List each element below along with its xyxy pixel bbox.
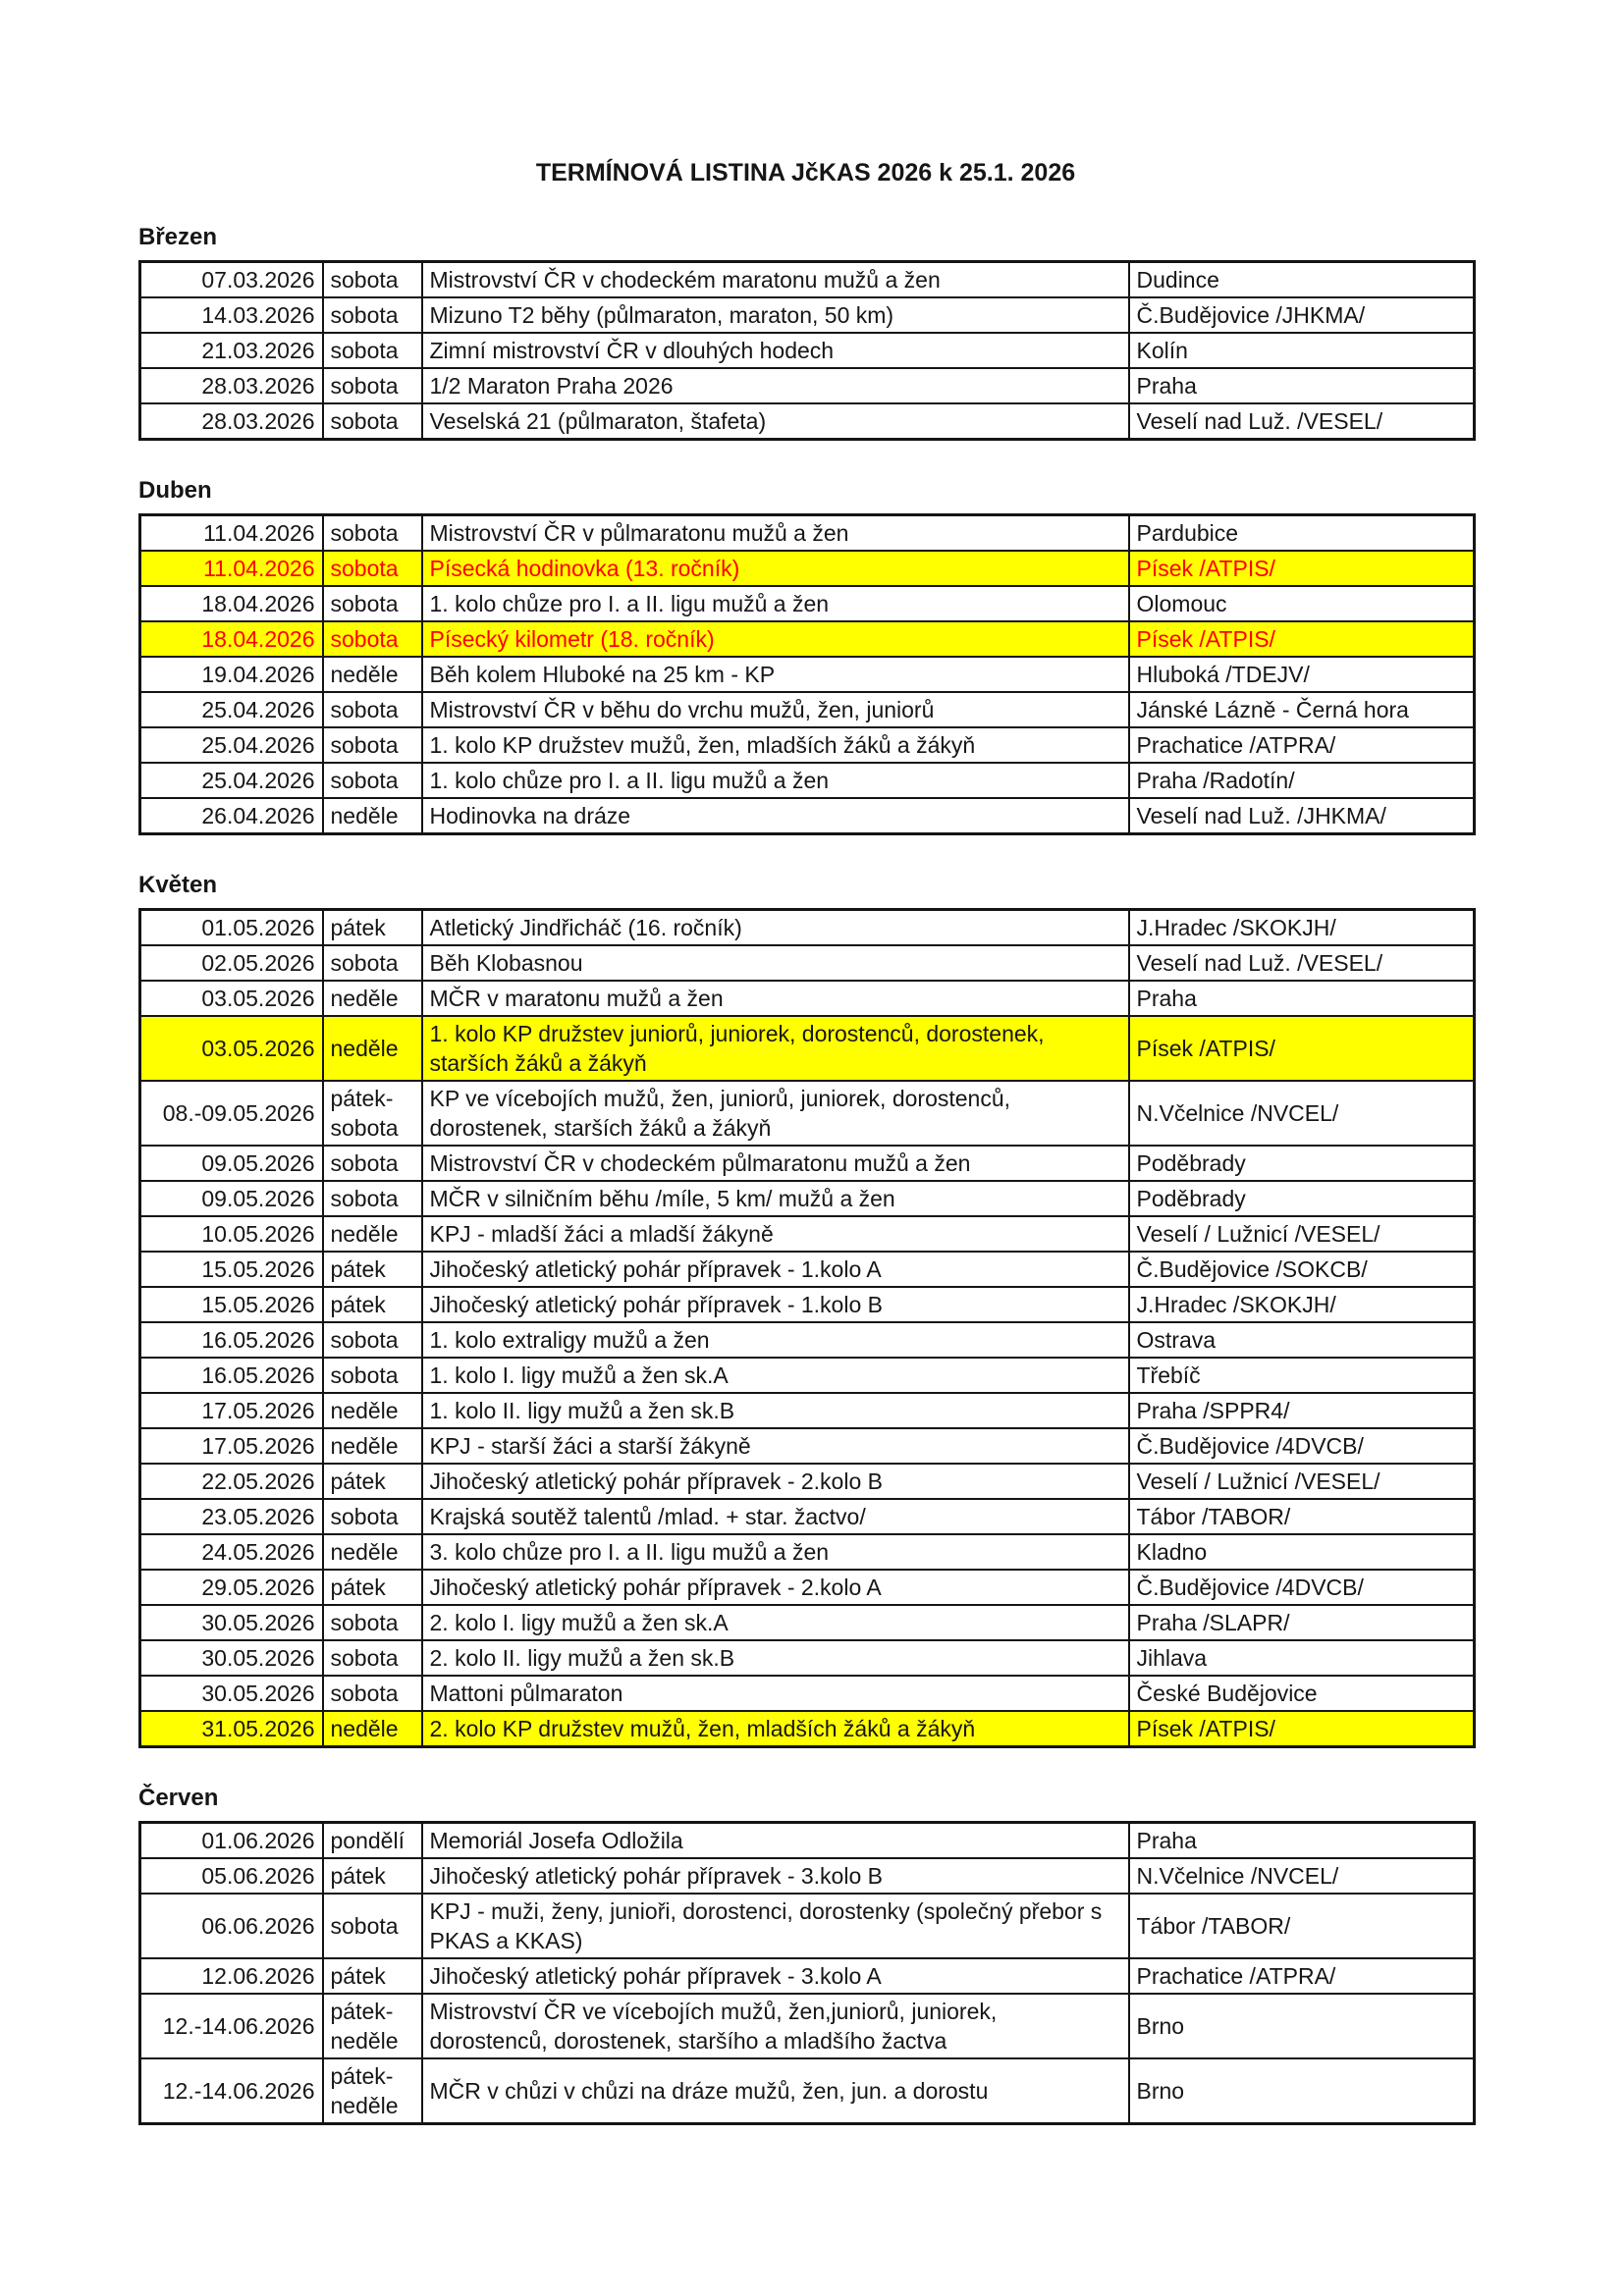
venue-cell: České Budějovice bbox=[1129, 1676, 1475, 1711]
event-cell: Mistrovství ČR ve vícebojích mužů, žen,juniorů, juniorek, dorostenců, dorostenek, staršího a mladšího žactva bbox=[422, 1994, 1129, 2058]
table-row bbox=[140, 1823, 1475, 1859]
month-section bbox=[138, 871, 1473, 1748]
table-row bbox=[140, 621, 1475, 657]
day-cell: neděle bbox=[323, 1534, 422, 1570]
day-cell: neděle bbox=[323, 981, 422, 1016]
schedule-table bbox=[138, 908, 1476, 1748]
date-cell: 10.05.2026 bbox=[140, 1216, 323, 1252]
day-cell: sobota bbox=[323, 621, 422, 657]
venue-cell: Dudince bbox=[1129, 262, 1475, 298]
table-row bbox=[140, 262, 1475, 298]
venue-cell: Č.Budějovice /JHKMA/ bbox=[1129, 297, 1475, 333]
event-cell: Mattoni půlmaraton bbox=[422, 1676, 1129, 1711]
day-cell: neděle bbox=[323, 1216, 422, 1252]
date-cell: 14.03.2026 bbox=[140, 297, 323, 333]
venue-cell: Praha bbox=[1129, 368, 1475, 403]
venue-cell: Č.Budějovice /4DVCB/ bbox=[1129, 1428, 1475, 1464]
schedule-body bbox=[140, 1823, 1475, 2124]
schedule-body bbox=[140, 910, 1475, 1747]
date-cell: 09.05.2026 bbox=[140, 1181, 323, 1216]
day-cell: neděle bbox=[323, 657, 422, 692]
date-cell: 15.05.2026 bbox=[140, 1287, 323, 1322]
day-cell: pátek bbox=[323, 1570, 422, 1605]
venue-cell: Brno bbox=[1129, 2058, 1475, 2124]
date-cell: 12.-14.06.2026 bbox=[140, 1994, 323, 2058]
date-cell: 31.05.2026 bbox=[140, 1711, 323, 1747]
date-cell: 28.03.2026 bbox=[140, 403, 323, 440]
table-row bbox=[140, 1252, 1475, 1287]
event-cell: KPJ - muži, ženy, junioři, dorostenci, dorostenky (společný přebor s PKAS a KKAS) bbox=[422, 1894, 1129, 1958]
date-cell: 19.04.2026 bbox=[140, 657, 323, 692]
event-cell: Mizuno T2 běhy (půlmaraton, maraton, 50 km) bbox=[422, 297, 1129, 333]
schedule-table bbox=[138, 513, 1476, 835]
venue-cell: Č.Budějovice /SOKCB/ bbox=[1129, 1252, 1475, 1287]
day-cell: neděle bbox=[323, 1428, 422, 1464]
table-row bbox=[140, 1016, 1475, 1081]
date-cell: 01.05.2026 bbox=[140, 910, 323, 946]
document-title: TERMÍNOVÁ LISTINA JčKAS 2026 k 25.1. 2026 bbox=[535, 159, 1076, 187]
date-cell: 05.06.2026 bbox=[140, 1858, 323, 1894]
event-cell: Krajská soutěž talentů /mlad. + star. žactvo/ bbox=[422, 1499, 1129, 1534]
event-cell: Atletický Jindřicháč (16. ročník) bbox=[422, 910, 1129, 946]
date-cell: 11.04.2026 bbox=[140, 515, 323, 552]
table-row bbox=[140, 981, 1475, 1016]
event-cell: 2. kolo KP družstev mužů, žen, mladších žáků a žákyň bbox=[422, 1711, 1129, 1747]
day-cell: neděle bbox=[323, 1393, 422, 1428]
month-heading: Březen bbox=[138, 224, 218, 250]
venue-cell: Ostrava bbox=[1129, 1322, 1475, 1358]
venue-cell: Kladno bbox=[1129, 1534, 1475, 1570]
date-cell: 07.03.2026 bbox=[140, 262, 323, 298]
table-row bbox=[140, 2058, 1475, 2124]
venue-cell: Veselí nad Luž. /VESEL/ bbox=[1129, 945, 1475, 981]
venue-cell: Písek /ATPIS/ bbox=[1129, 551, 1475, 586]
table-row bbox=[140, 1181, 1475, 1216]
event-cell: 2. kolo I. ligy mužů a žen sk.A bbox=[422, 1605, 1129, 1640]
table-row bbox=[140, 1958, 1475, 1994]
table-row bbox=[140, 798, 1475, 834]
event-cell: 1/2 Maraton Praha 2026 bbox=[422, 368, 1129, 403]
event-cell: Veselská 21 (půlmaraton, štafeta) bbox=[422, 403, 1129, 440]
month-section bbox=[138, 223, 1473, 441]
event-cell: 1. kolo KP družstev juniorů, juniorek, dorostenců, dorostenek, starších žáků a žákyň bbox=[422, 1016, 1129, 1081]
content-area bbox=[138, 135, 1473, 2125]
table-row bbox=[140, 1534, 1475, 1570]
table-row bbox=[140, 333, 1475, 368]
date-cell: 26.04.2026 bbox=[140, 798, 323, 834]
month-heading: Duben bbox=[138, 477, 212, 504]
event-cell: Mistrovství ČR v běhu do vrchu mužů, žen, juniorů bbox=[422, 692, 1129, 727]
venue-cell: N.Včelnice /NVCEL/ bbox=[1129, 1858, 1475, 1894]
date-cell: 22.05.2026 bbox=[140, 1464, 323, 1499]
day-cell: sobota bbox=[323, 1358, 422, 1393]
event-cell: Mistrovství ČR v chodeckém maratonu mužů a žen bbox=[422, 262, 1129, 298]
sections-container bbox=[138, 223, 1473, 2125]
table-row bbox=[140, 1605, 1475, 1640]
event-cell: 1. kolo KP družstev mužů, žen, mladších žáků a žákyň bbox=[422, 727, 1129, 763]
date-cell: 25.04.2026 bbox=[140, 692, 323, 727]
date-cell: 29.05.2026 bbox=[140, 1570, 323, 1605]
day-cell: sobota bbox=[323, 727, 422, 763]
table-row bbox=[140, 692, 1475, 727]
table-row bbox=[140, 368, 1475, 403]
date-cell: 03.05.2026 bbox=[140, 1016, 323, 1081]
venue-cell: Veselí nad Luž. /VESEL/ bbox=[1129, 403, 1475, 440]
table-row bbox=[140, 1358, 1475, 1393]
event-cell: Jihočeský atletický pohár přípravek - 1.kolo A bbox=[422, 1252, 1129, 1287]
event-cell: KPJ - starší žáci a starší žákyně bbox=[422, 1428, 1129, 1464]
table-row bbox=[140, 515, 1475, 552]
table-row bbox=[140, 1216, 1475, 1252]
day-cell: sobota bbox=[323, 1676, 422, 1711]
date-cell: 15.05.2026 bbox=[140, 1252, 323, 1287]
venue-cell: Brno bbox=[1129, 1994, 1475, 2058]
table-row bbox=[140, 1640, 1475, 1676]
day-cell: pátek bbox=[323, 1858, 422, 1894]
table-row bbox=[140, 1711, 1475, 1747]
venue-cell: Praha bbox=[1129, 1823, 1475, 1859]
date-cell: 30.05.2026 bbox=[140, 1676, 323, 1711]
schedule-table bbox=[138, 260, 1476, 441]
day-cell: sobota bbox=[323, 1499, 422, 1534]
date-cell: 25.04.2026 bbox=[140, 727, 323, 763]
event-cell: 3. kolo chůze pro I. a II. ligu mužů a žen bbox=[422, 1534, 1129, 1570]
event-cell: MČR v maratonu mužů a žen bbox=[422, 981, 1129, 1016]
date-cell: 21.03.2026 bbox=[140, 333, 323, 368]
venue-cell: Praha bbox=[1129, 981, 1475, 1016]
day-cell: sobota bbox=[323, 1605, 422, 1640]
month-heading: Červen bbox=[138, 1785, 219, 1811]
venue-cell: Prachatice /ATPRA/ bbox=[1129, 1958, 1475, 1994]
event-cell: MČR v silničním běhu /míle, 5 km/ mužů a žen bbox=[422, 1181, 1129, 1216]
date-cell: 12.-14.06.2026 bbox=[140, 2058, 323, 2124]
venue-cell: J.Hradec /SKOKJH/ bbox=[1129, 1287, 1475, 1322]
schedule-body bbox=[140, 262, 1475, 440]
venue-cell: Jánské Lázně - Černá hora bbox=[1129, 692, 1475, 727]
event-cell: 1. kolo extraligy mužů a žen bbox=[422, 1322, 1129, 1358]
event-cell: Písecká hodinovka (13. ročník) bbox=[422, 551, 1129, 586]
event-cell: Mistrovství ČR v půlmaratonu mužů a žen bbox=[422, 515, 1129, 552]
event-cell: Jihočeský atletický pohár přípravek - 3.kolo B bbox=[422, 1858, 1129, 1894]
table-row bbox=[140, 1570, 1475, 1605]
venue-cell: Praha /Radotín/ bbox=[1129, 763, 1475, 798]
event-cell: Hodinovka na dráze bbox=[422, 798, 1129, 834]
venue-cell: Písek /ATPIS/ bbox=[1129, 621, 1475, 657]
venue-cell: Veselí / Lužnicí /VESEL/ bbox=[1129, 1464, 1475, 1499]
day-cell: sobota bbox=[323, 403, 422, 440]
day-cell: pátek bbox=[323, 910, 422, 946]
event-cell: Jihočeský atletický pohár přípravek - 2.kolo A bbox=[422, 1570, 1129, 1605]
day-cell: neděle bbox=[323, 1711, 422, 1747]
day-cell: sobota bbox=[323, 551, 422, 586]
day-cell: sobota bbox=[323, 262, 422, 298]
month-section bbox=[138, 1784, 1473, 2125]
table-row bbox=[140, 910, 1475, 946]
event-cell: Jihočeský atletický pohár přípravek - 2.kolo B bbox=[422, 1464, 1129, 1499]
table-row bbox=[140, 1428, 1475, 1464]
day-cell: sobota bbox=[323, 586, 422, 621]
date-cell: 01.06.2026 bbox=[140, 1823, 323, 1859]
day-cell: neděle bbox=[323, 798, 422, 834]
date-cell: 25.04.2026 bbox=[140, 763, 323, 798]
day-cell: pátek-neděle bbox=[323, 2058, 422, 2124]
event-cell: Běh kolem Hluboké na 25 km - KP bbox=[422, 657, 1129, 692]
day-cell: sobota bbox=[323, 333, 422, 368]
month-heading: Květen bbox=[138, 872, 218, 898]
month-section bbox=[138, 476, 1473, 835]
day-cell: sobota bbox=[323, 1322, 422, 1358]
venue-cell: J.Hradec /SKOKJH/ bbox=[1129, 910, 1475, 946]
table-row bbox=[140, 551, 1475, 586]
event-cell: Běh Klobasnou bbox=[422, 945, 1129, 981]
venue-cell: Třebíč bbox=[1129, 1358, 1475, 1393]
table-row bbox=[140, 1676, 1475, 1711]
day-cell: pátek bbox=[323, 1464, 422, 1499]
table-row bbox=[140, 1081, 1475, 1146]
venue-cell: Poděbrady bbox=[1129, 1146, 1475, 1181]
event-cell: MČR v chůzi v chůzi na dráze mužů, žen, jun. a dorostu bbox=[422, 2058, 1129, 2124]
day-cell: pátek-sobota bbox=[323, 1081, 422, 1146]
venue-cell: Praha /SLAPR/ bbox=[1129, 1605, 1475, 1640]
date-cell: 30.05.2026 bbox=[140, 1640, 323, 1676]
day-cell: sobota bbox=[323, 1640, 422, 1676]
day-cell: sobota bbox=[323, 763, 422, 798]
day-cell: sobota bbox=[323, 945, 422, 981]
venue-cell: Hluboká /TDEJV/ bbox=[1129, 657, 1475, 692]
table-row bbox=[140, 1499, 1475, 1534]
day-cell: sobota bbox=[323, 692, 422, 727]
event-cell: 1. kolo I. ligy mužů a žen sk.A bbox=[422, 1358, 1129, 1393]
date-cell: 02.05.2026 bbox=[140, 945, 323, 981]
venue-cell: Tábor /TABOR/ bbox=[1129, 1499, 1475, 1534]
date-cell: 24.05.2026 bbox=[140, 1534, 323, 1570]
event-cell: 2. kolo II. ligy mužů a žen sk.B bbox=[422, 1640, 1129, 1676]
venue-cell: Pardubice bbox=[1129, 515, 1475, 552]
date-cell: 12.06.2026 bbox=[140, 1958, 323, 1994]
day-cell: pátek bbox=[323, 1252, 422, 1287]
event-cell: 1. kolo chůze pro I. a II. ligu mužů a žen bbox=[422, 586, 1129, 621]
date-cell: 23.05.2026 bbox=[140, 1499, 323, 1534]
venue-cell: Praha /SPPR4/ bbox=[1129, 1393, 1475, 1428]
date-cell: 30.05.2026 bbox=[140, 1605, 323, 1640]
venue-cell: Písek /ATPIS/ bbox=[1129, 1016, 1475, 1081]
venue-cell: Písek /ATPIS/ bbox=[1129, 1711, 1475, 1747]
day-cell: sobota bbox=[323, 1146, 422, 1181]
venue-cell: Tábor /TABOR/ bbox=[1129, 1894, 1475, 1958]
table-row bbox=[140, 403, 1475, 440]
date-cell: 18.04.2026 bbox=[140, 586, 323, 621]
date-cell: 17.05.2026 bbox=[140, 1428, 323, 1464]
table-row bbox=[140, 1146, 1475, 1181]
date-cell: 16.05.2026 bbox=[140, 1322, 323, 1358]
day-cell: sobota bbox=[323, 368, 422, 403]
event-cell: 1. kolo chůze pro I. a II. ligu mužů a žen bbox=[422, 763, 1129, 798]
date-cell: 08.-09.05.2026 bbox=[140, 1081, 323, 1146]
day-cell: sobota bbox=[323, 1894, 422, 1958]
table-row bbox=[140, 1322, 1475, 1358]
event-cell: 1. kolo II. ligy mužů a žen sk.B bbox=[422, 1393, 1129, 1428]
table-row bbox=[140, 763, 1475, 798]
venue-cell: Poděbrady bbox=[1129, 1181, 1475, 1216]
event-cell: KP ve vícebojích mužů, žen, juniorů, juniorek, dorostenců, dorostenek, starších žáků a žákyň bbox=[422, 1081, 1129, 1146]
table-row bbox=[140, 1287, 1475, 1322]
day-cell: pátek bbox=[323, 1287, 422, 1322]
table-row bbox=[140, 1393, 1475, 1428]
schedule-body bbox=[140, 515, 1475, 834]
date-cell: 16.05.2026 bbox=[140, 1358, 323, 1393]
event-cell: Zimní mistrovství ČR v dlouhých hodech bbox=[422, 333, 1129, 368]
day-cell: pátek-neděle bbox=[323, 1994, 422, 2058]
venue-cell: Kolín bbox=[1129, 333, 1475, 368]
venue-cell: Č.Budějovice /4DVCB/ bbox=[1129, 1570, 1475, 1605]
day-cell: pátek bbox=[323, 1958, 422, 1994]
event-cell: Písecký kilometr (18. ročník) bbox=[422, 621, 1129, 657]
venue-cell: Jihlava bbox=[1129, 1640, 1475, 1676]
venue-cell: N.Včelnice /NVCEL/ bbox=[1129, 1081, 1475, 1146]
table-row bbox=[140, 945, 1475, 981]
date-cell: 03.05.2026 bbox=[140, 981, 323, 1016]
date-cell: 17.05.2026 bbox=[140, 1393, 323, 1428]
event-cell: Mistrovství ČR v chodeckém půlmaratonu mužů a žen bbox=[422, 1146, 1129, 1181]
day-cell: neděle bbox=[323, 1016, 422, 1081]
venue-cell: Olomouc bbox=[1129, 586, 1475, 621]
day-cell: pondělí bbox=[323, 1823, 422, 1859]
table-row bbox=[140, 586, 1475, 621]
table-row bbox=[140, 727, 1475, 763]
day-cell: sobota bbox=[323, 515, 422, 552]
event-cell: Jihočeský atletický pohár přípravek - 3.kolo A bbox=[422, 1958, 1129, 1994]
table-row bbox=[140, 1858, 1475, 1894]
event-cell: KPJ - mladší žáci a mladší žákyně bbox=[422, 1216, 1129, 1252]
table-row bbox=[140, 657, 1475, 692]
date-cell: 09.05.2026 bbox=[140, 1146, 323, 1181]
venue-cell: Prachatice /ATPRA/ bbox=[1129, 727, 1475, 763]
event-cell: Jihočeský atletický pohár přípravek - 1.kolo B bbox=[422, 1287, 1129, 1322]
day-cell: sobota bbox=[323, 297, 422, 333]
event-cell: Memoriál Josefa Odložila bbox=[422, 1823, 1129, 1859]
date-cell: 18.04.2026 bbox=[140, 621, 323, 657]
table-row bbox=[140, 1894, 1475, 1958]
schedule-table bbox=[138, 1821, 1476, 2125]
venue-cell: Veselí / Lužnicí /VESEL/ bbox=[1129, 1216, 1475, 1252]
table-row bbox=[140, 1464, 1475, 1499]
date-cell: 11.04.2026 bbox=[140, 551, 323, 586]
table-row bbox=[140, 297, 1475, 333]
table-row bbox=[140, 1994, 1475, 2058]
date-cell: 06.06.2026 bbox=[140, 1894, 323, 1958]
venue-cell: Veselí nad Luž. /JHKMA/ bbox=[1129, 798, 1475, 834]
day-cell: sobota bbox=[323, 1181, 422, 1216]
date-cell: 28.03.2026 bbox=[140, 368, 323, 403]
